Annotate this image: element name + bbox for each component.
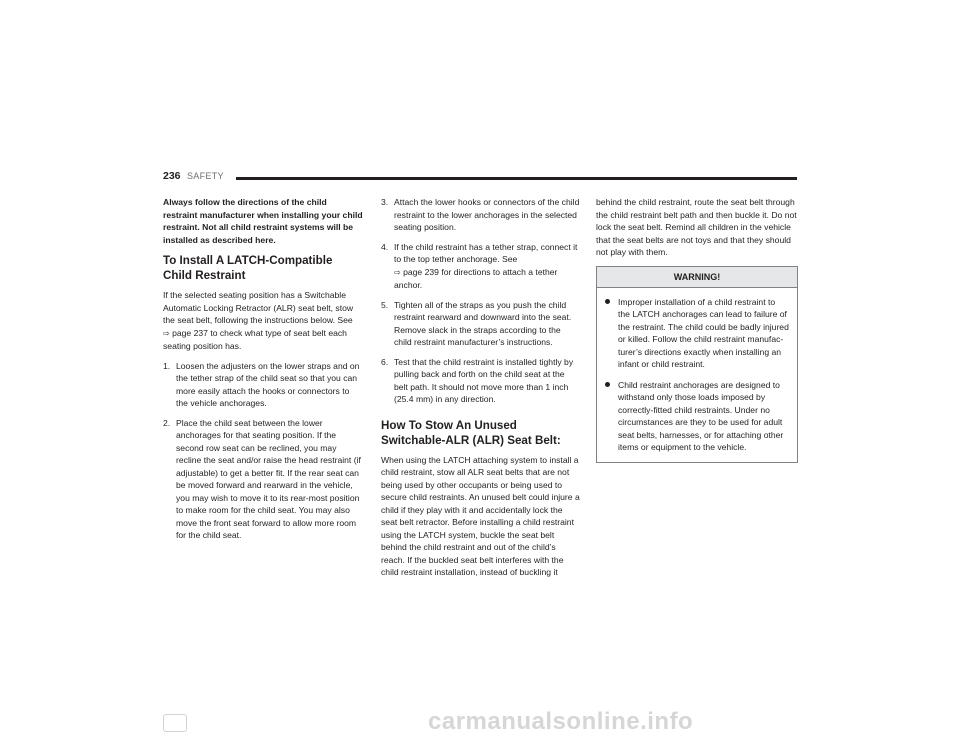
intro-text-a: If the selected seating position has a Switchable Automatic Locking Retractor (ALR) seat belt, stow the seat belt, following the instructions below. See bbox=[163, 290, 354, 325]
watermark-logo-icon bbox=[163, 714, 187, 732]
install-steps-list bbox=[163, 360, 363, 542]
page-ref-arrow-icon: ⇨ bbox=[394, 267, 401, 277]
warning-box bbox=[596, 266, 798, 463]
warning-title: WARNING! bbox=[597, 267, 797, 288]
column-3 bbox=[596, 196, 798, 463]
list-item bbox=[605, 296, 789, 371]
column-2 bbox=[381, 196, 580, 586]
step-text: Tighten all of the straps as you push the child restraint rearward and downward into the seat. Remove slack in the straps according to the child restraint manufacturer’s instructions. bbox=[394, 299, 572, 347]
watermark-text: carmanualsonline.info bbox=[428, 708, 694, 735]
list-item bbox=[163, 417, 363, 542]
stow-paragraph: When using the LATCH attaching system to install a child restraint, stow all ALR seat belts that are not being used by other occupants or being used to secure child restraints. An unused belt could injure a child if they play with it and accidentally lock the seat belt retractor. Before installing a child restraint using the LATCH system, buckle the seat belt behind the child restraint and out of the child’s reach. If the buckled seat belt interferes with the child restraint installation, instead of buckling it bbox=[381, 454, 580, 577]
warning-list bbox=[605, 296, 789, 454]
warning-text: Improper installation of a child restraint to the LATCH anchorages can lead to failure of the restraint. The child could be badly injured or killed. Follow the child restraint manufac-turer’s directions exactly when installing an infant or child restraint. bbox=[618, 296, 789, 369]
list-item bbox=[381, 241, 580, 292]
list-item bbox=[381, 356, 580, 406]
intro-text-b: to check what type of seat belt each seating position has. bbox=[163, 327, 347, 351]
step-text: Place the child seat between the lower anchorages for that seating position. If the second row seat can be reclined, you may recline the seat and/or raise the head restraint (if adjustable) to get a better fit. If the rear seat can be moved forward and rearward in the vehicle, you may wish to move it to its rear-most position to make room for the child seat. You may also move the front seat forward to allow more room for the child seat. bbox=[176, 417, 361, 540]
step-text: Loosen the adjusters on the lower straps and on the tether strap of the child seat so that you can more easily attach the hooks or connectors to the vehicle anchorages. bbox=[176, 360, 360, 408]
list-item bbox=[605, 379, 789, 454]
intro-paragraph bbox=[163, 289, 363, 353]
section-heading-latch: To Install A LATCH-Compatible Child Restraint bbox=[163, 254, 333, 282]
header-rule bbox=[236, 177, 797, 180]
bullet-icon bbox=[605, 382, 610, 387]
step-text-a: If the child restraint has a tether strap, connect it to the top tether anchorage. See bbox=[394, 241, 578, 264]
step-number: 3. bbox=[381, 197, 389, 207]
step-number: 5. bbox=[381, 299, 389, 310]
step-number: 6. bbox=[381, 356, 389, 367]
bullet-icon bbox=[605, 299, 610, 304]
footer-watermark bbox=[163, 706, 797, 736]
step-number: 2. bbox=[163, 417, 171, 428]
page-header bbox=[163, 170, 797, 184]
section-heading-stow-alr: How To Stow An Unused Switchable-ALR (ALR) Seat Belt: bbox=[381, 418, 561, 447]
list-item bbox=[381, 299, 580, 349]
step-number: 4. bbox=[381, 241, 389, 252]
install-steps-list-continued bbox=[381, 196, 580, 406]
list-item bbox=[163, 360, 363, 410]
warning-body bbox=[597, 288, 797, 454]
page-ref-link[interactable]: page 237 bbox=[172, 327, 208, 338]
step-number: 1. bbox=[163, 360, 171, 371]
page-ref-arrow-icon: ⇨ bbox=[163, 328, 170, 338]
lead-paragraph: Always follow the directions of the child restraint manufacturer when installing your child restraint. Not all child restraint systems will be installed as described here. bbox=[163, 197, 363, 245]
warning-text: Child restraint anchorages are designed to withstand only those loads imposed by correctly-fitted child restraints. Under no circumstances are they to be used for adult seat belts, harnesses, or for attaching other items or equipment to the vehicle. bbox=[618, 379, 784, 452]
page-number: 236 bbox=[163, 170, 181, 182]
step-text: Attach the lower hooks or connectors of the child restraint to the lower anchorages in the selected seating position. bbox=[394, 197, 580, 232]
step-text: Test that the child restraint is installed tightly by pulling back and forth on the child seat at the belt path. It should not move more than 1 inch (25.4 mm) in any direction. bbox=[394, 356, 574, 404]
column-1 bbox=[163, 196, 363, 549]
step-text-b: for directions to attach a tether anchor. bbox=[394, 266, 558, 290]
continued-paragraph: behind the child restraint, route the seat belt through the child restraint belt path and then buckle it. Do not lock the seat belt. Remind all children in the vehicle that the seat belts are not toys and that they should not play with them. bbox=[596, 197, 797, 257]
page-ref-link[interactable]: page 239 bbox=[403, 266, 439, 277]
list-item bbox=[381, 196, 580, 234]
section-title: SAFETY bbox=[187, 171, 224, 181]
